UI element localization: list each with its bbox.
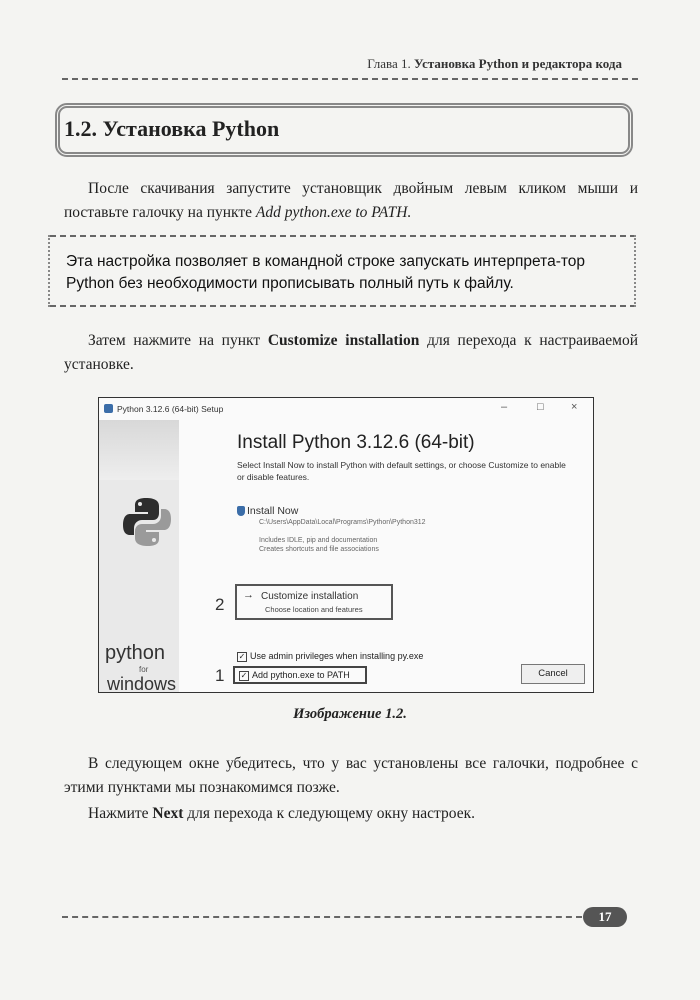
customize-term: Customize installation <box>267 332 420 349</box>
path-option-name: Add python.exe to PATH. <box>255 204 412 221</box>
paragraph-checkboxes <box>64 752 638 800</box>
paragraph-checkboxes-text: В следующем окне убедитесь, что у вас установлены все галочки, подробнее с этими пунктами мы познакомимся позже. <box>64 755 638 796</box>
maximize-icon[interactable]: □ <box>537 401 544 413</box>
header-divider <box>62 78 638 80</box>
window-title: Python 3.12.6 (64-bit) Setup <box>117 404 224 414</box>
add-to-path-label: Add python.exe to PATH <box>252 670 350 680</box>
section-title: 1.2. Установка Python <box>64 116 280 141</box>
python-logo-icon <box>121 496 173 548</box>
checkbox-icon: ✓ <box>240 670 248 680</box>
chapter-title: Установка Python и редактора кода <box>413 56 622 71</box>
marker-1: 1 <box>215 666 225 685</box>
install-now-button[interactable]: Install Now <box>247 505 299 517</box>
customize-installation-label: Customize installation <box>261 591 359 602</box>
arrow-right-icon: → <box>243 589 254 601</box>
checkbox-icon: ✓ <box>238 651 246 661</box>
footer-divider <box>62 916 582 918</box>
customize-installation-sub: Choose location and features <box>265 605 363 614</box>
chapter-prefix: Глава 1. <box>367 56 411 71</box>
admin-privileges-checkbox[interactable] <box>237 651 423 662</box>
customize-installation-button[interactable] <box>235 584 393 620</box>
paragraph-customize-tail: для перехода к настраиваемой установке. <box>64 332 638 373</box>
note-left-edge <box>48 235 60 307</box>
figure-caption: Изображение 1.2. <box>293 706 407 722</box>
includes-line-2: Creates shortcuts and file associations <box>259 546 379 553</box>
paragraph-next-text: Нажмите <box>88 805 153 822</box>
app-icon <box>104 404 113 413</box>
brand-python: python <box>105 642 166 664</box>
sidebar-gradient <box>99 420 179 480</box>
installer-sidebar <box>99 420 179 692</box>
close-icon[interactable]: × <box>571 401 578 413</box>
paragraph-intro <box>64 177 638 225</box>
minimize-icon[interactable]: – <box>501 401 508 413</box>
installer-heading: Install Python 3.12.6 (64-bit) <box>237 432 475 453</box>
note-text: Эта настройка позволяет в командной строке запускать интерпрета-тор Python без необходимости прописывать полный путь к файлу. <box>66 253 586 292</box>
shield-icon <box>237 506 245 516</box>
paragraph-customize <box>64 329 638 377</box>
paragraph-customize-text: Затем нажмите на пункт <box>88 332 268 349</box>
paragraph-intro-text: После скачивания запустите установщик двойным левым кликом мыши и поставьте галочку на пункте <box>64 180 638 221</box>
next-term: Next <box>152 805 184 822</box>
brand-windows: windows <box>107 674 177 694</box>
installer-screenshot <box>98 397 594 693</box>
page-number: 17 <box>583 907 627 927</box>
note-right-edge <box>634 235 646 307</box>
cancel-button[interactable]: Cancel <box>521 664 585 684</box>
install-includes <box>259 536 379 554</box>
paragraph-next <box>64 802 638 826</box>
add-to-path-checkbox[interactable] <box>239 670 350 681</box>
includes-line-1: Includes IDLE, pip and documentation <box>259 537 378 544</box>
admin-privileges-label: Use admin privileges when installing py.exe <box>250 651 424 661</box>
running-header <box>0 56 622 72</box>
marker-2: 2 <box>215 595 225 614</box>
installer-subtext: Select Install Now to install Python with default settings, or choose Customize to enable or disable features. <box>237 460 566 482</box>
install-path: C:\Users\AppData\Local\Programs\Python\Python312 <box>259 519 426 526</box>
brand-for: for <box>139 665 149 674</box>
paragraph-next-tail: для перехода к следующему окну настроек. <box>183 805 475 822</box>
